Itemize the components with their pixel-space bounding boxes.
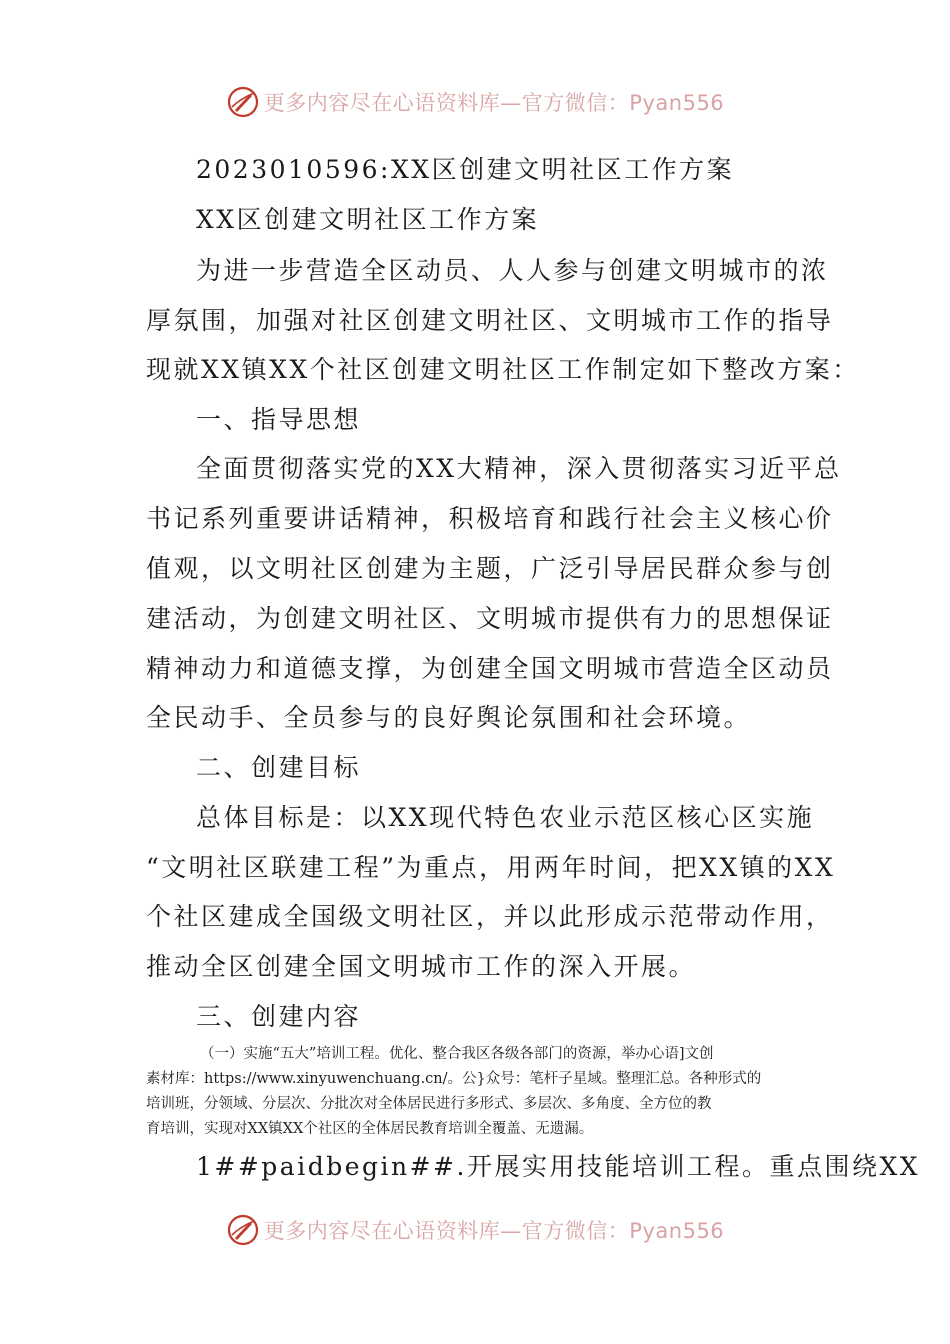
section-heading-guiding-ideology: 一、指导思想 [196,405,362,434]
section-heading-content: 三、创建内容 [196,1002,362,1031]
document-file-title: 2023010596:XX区创建文明社区工作方案 [196,155,735,184]
section1-line: 精神动力和道德支撑，为创建全国文明城市营造全区动员 [146,654,834,683]
section3-small-line: （一）实施“五大”培训工程。优化、整合我区各级各部门的资源，举办心语]文创 [200,1046,714,1062]
quill-pen-logo-icon [226,85,260,119]
watermark-banner-top [0,80,950,124]
intro-line: 厚氛围，加强对社区创建文明社区、文明城市工作的指导 [146,306,834,335]
watermark-text: 更多内容尽在心语资料库—官方微信：Pyan556 [263,1219,725,1243]
section1-line: 建活动，为创建文明社区、文明城市提供有力的思想保证 [146,604,834,633]
section3-small-line: 素材库：https://www.xinyuwenchuang.cn/。公}众号：笔杆子星域。整理汇总。各种形式的 [146,1071,762,1087]
watermark-text: 更多内容尽在心语资料库—官方微信：Pyan556 [263,91,725,115]
section2-line: 推动全区创建全国文明城市工作的深入开展。 [146,952,697,981]
section3-small-line: 培训班，分领域、分层次、分批次对全体居民进行多形式、多层次、多角度、全方位的教 [146,1096,712,1112]
quill-pen-logo-icon [226,1213,260,1247]
section3-last-line: 1##paidbegin##.开展实用技能培训工程。重点围绕XX [196,1152,921,1181]
section2-line: “文明社区联建工程”为重点，用两年时间，把XX镇的XX [146,853,836,882]
section3-small-line: 育培训，实现对XX镇XX个社区的全体居民教育培训全覆盖、无遗漏。 [146,1121,594,1137]
section1-line: 书记系列重要讲话精神，积极培育和践行社会主义核心价 [146,504,834,533]
section1-line: 全民动手、全员参与的良好舆论氛围和社会环境。 [146,703,752,732]
document-title: XX区创建文明社区工作方案 [196,205,540,234]
intro-line: 现就XX镇XX个社区创建文明社区工作制定如下整改方案： [146,355,860,384]
section2-line: 总体目标是：以XX现代特色农业示范区核心区实施 [196,803,815,832]
section2-line: 个社区建成全国级文明社区，并以此形成示范带动作用， [146,902,834,931]
intro-line: 为进一步营造全区动员、人人参与创建文明城市的浓 [196,256,829,285]
section1-line: 全面贯彻落实党的XX大精神，深入贯彻落实习近平总 [196,454,842,483]
section-heading-goals: 二、创建目标 [196,753,362,782]
watermark-banner-bottom [0,1208,950,1252]
section1-line: 值观，以文明社区创建为主题，广泛引导居民群众参与创 [146,554,834,583]
